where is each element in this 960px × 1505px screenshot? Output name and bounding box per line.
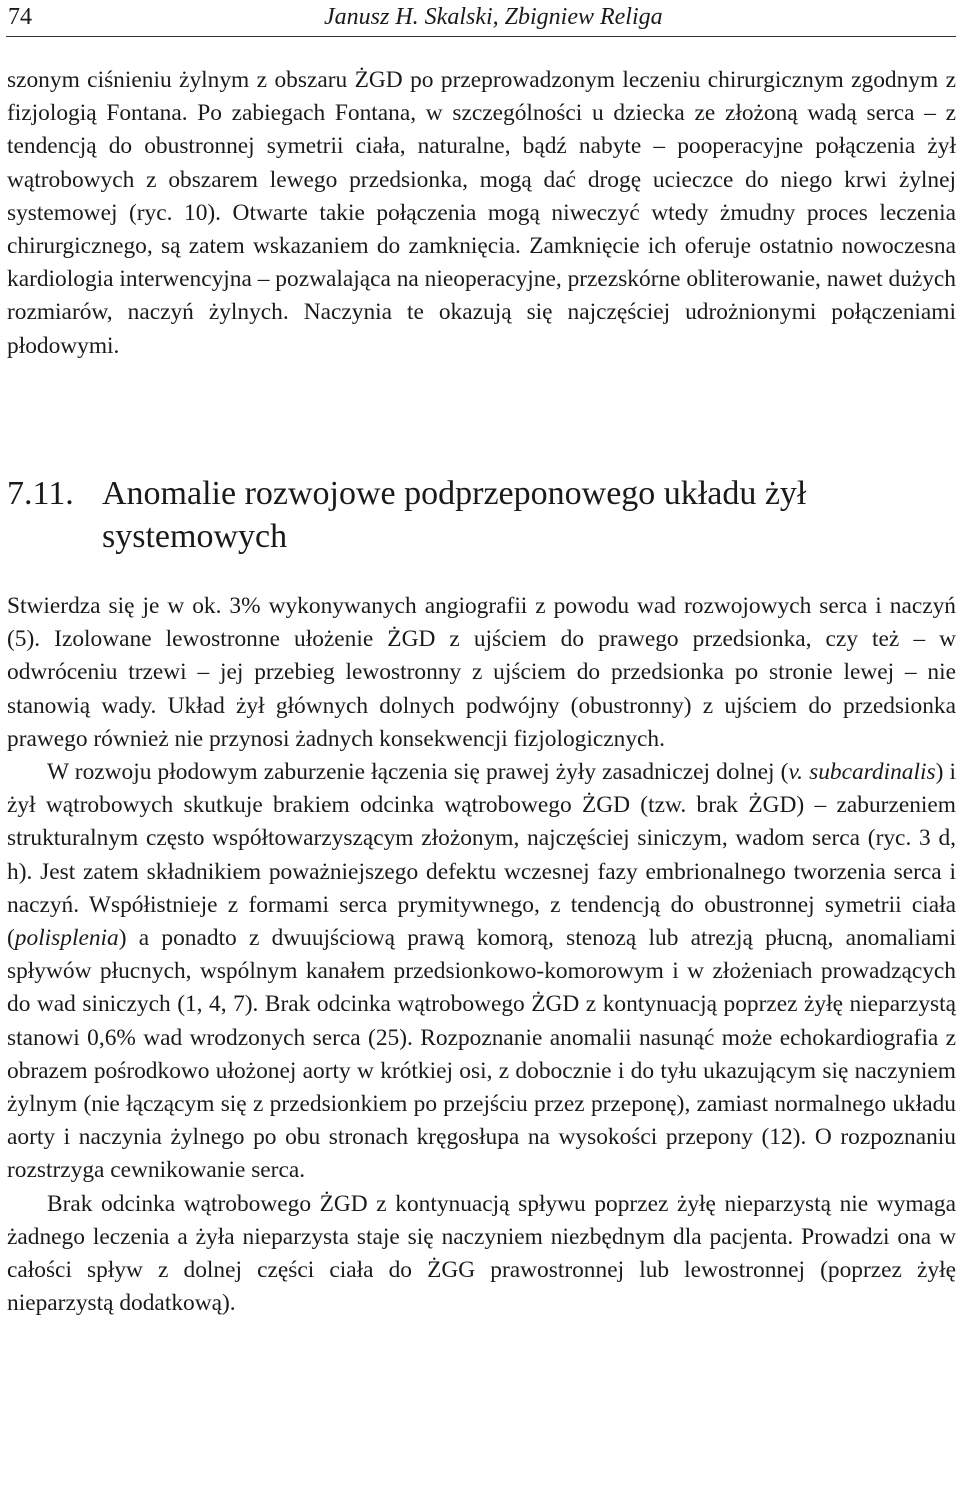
intro-text <box>7 64 956 363</box>
section-heading <box>7 472 956 558</box>
paragraph-continued: szonym ciśnieniu żylnym z obszaru ŻGD po przeprowadzonym leczeniu chirurgicznym zgodnym z fizjologią Fontana. Po zabiegach Fontana, w szczególności u dziecka ze złożoną wadą serca – z tendencją do obustronnej symetrii ciała, naturalne, bądź nabyte – pooperacyjne połączenia żył wątrobowych z obszarem lewego przedsionka, mogą dać drogę ucieczce do niego krwi żylnej systemowej (ryc. 10). Otwarte takie połączenia mogą niweczyć wtedy żmudny proces leczenia chirurgicznego, są zatem wskazaniem do zamknięcia. Zamknięcie ich oferuje ostatnio nowoczesna kardiologia interwencyjna – pozwalająca na nieoperacyjne, przezskórne obliterowanie, nawet dużych rozmiarów, naczyń żylnych. Naczynia te okazują się najczęściej udrożnionymi połączeniami płodowymi. <box>7 67 956 359</box>
paragraph-1: Stwierdza się je w ok. 3% wykonywanych angiografii z powodu wad rozwojowych serca i naczyń (5). Izolowane lewostronne ułożenie ŻGD z ujściem do prawego przedsionka, czy też – w odwróceniu trzewi – jej przebieg lewostronny z ujściem do przedsionka po stronie lewej – nie stanowią wady. Układ żył głównych dolnych podwójny (obustronny) z ujściem do przedsionka prawego również nie przynosi żadnych konsekwencji fizjologicznych. <box>7 593 956 752</box>
section-title: Anomalie rozwojowe podprzeponowego układu żył systemowych <box>102 475 807 555</box>
section-number: 7.11. <box>7 475 74 512</box>
paragraph-2-part-e: ) a ponadto z dwuujściową prawą komorą, stenozą lub atrezją płucną, anomaliami spływów płucnych, wspólnym kanałem przedsionkowo-komorowym i w złożeniach prowadzących do wad siniczych (1, 4, 7). Brak odcinka wątrobowego ŻGD z kontynuacją poprzez żyłę nieparzystą stanowi 0,6% wad wrodzonych serca (25). Rozpoznanie anomalii nasunąć może echokardiografia z obrazem pośrodkowo ułożonej aorty w krótkiej osi, z dobocznie i do tyłu ukazującym się naczyniem żylnym (nie łączącym się z przedsionkiem po przejściu przez przeponę), zamiast normalnego układu aorty i naczynia żylnego po obu stronach kręgosłupa na wysokości przepony (12). O rozpoznaniu rozstrzyga cewnikowanie serca. <box>7 925 956 1184</box>
paragraph-2 <box>7 756 956 1188</box>
running-head: Janusz H. Skalski, Zbigniew Religa <box>324 4 663 30</box>
page-header <box>6 0 956 37</box>
paragraph-2-part-c: ) i żył wątrobowych skutkuje brakiem odcinka wątrobowego ŻGD (tzw. brak ŻGD) – zaburzeniem strukturalnym często współtowarzyszącym złożonym, najczęściej siniczym, wadom serca (ryc. 3 d, h). Jest zatem składnikiem poważniejszego defektu wczesnej fazy embrionalnego tworzenia serca i naczyń. Współistnieje z formami serca prymitywnego, z tendencją do obustronnej symetrii ciała ( <box>7 759 957 952</box>
latin-term-subcardinalis: v. subcardinalis <box>788 759 936 786</box>
paragraph-2-part-a: W rozwoju płodowym zaburzenie łączenia się prawej żyły zasadniczej dolnej ( <box>47 759 789 786</box>
paragraph-3: Brak odcinka wątrobowego ŻGD z kontynuacją spływu poprzez żyłę nieparzystą nie wymaga żadnego leczenia a żyła nieparzysta staje się naczyniem niezbędnym dla pacjenta. Prowadzi ona w całości spływ z dolnej części ciała do ŻGG prawostronnej lub lewostronnej (poprzez żyłę nieparzystą dodatkową). <box>7 1190 956 1317</box>
term-polisplenia: polisplenia <box>14 925 119 952</box>
section-body <box>7 590 956 1320</box>
page-number: 74 <box>8 4 32 30</box>
